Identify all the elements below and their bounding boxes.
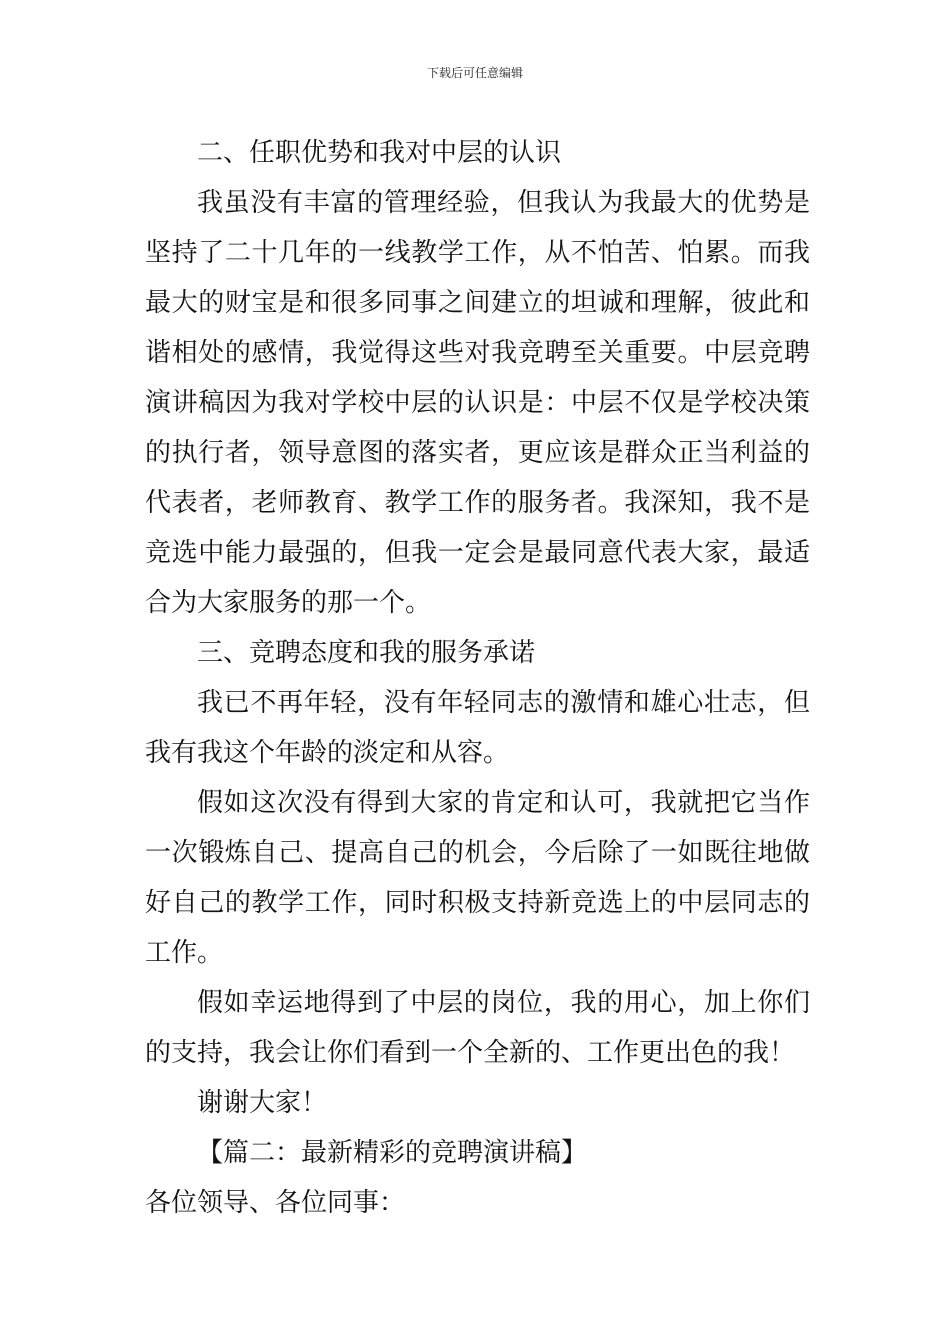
section-heading-3: 三、竞聘态度和我的服务承诺 xyxy=(197,638,536,668)
section-heading-2: 二、任职优势和我对中层的认识 xyxy=(197,138,562,168)
document-body xyxy=(145,128,810,1228)
paragraph-line: 竞选中能力最强的，但我一定会是最同意代表大家，最适 xyxy=(145,538,810,568)
paragraph-line: 最大的财宝是和很多同事之间建立的坦诚和理解，彼此和 xyxy=(145,288,810,318)
paragraph-line: 演讲稿因为我对学校中层的认识是：中层不仅是学校决策 xyxy=(145,388,810,418)
paragraph-line: 假如这次没有得到大家的肯定和认可，我就把它当作 xyxy=(197,788,810,818)
paragraph-line: 合为大家服务的那一个。 xyxy=(145,588,432,618)
page-header: 下载后可任意编辑 xyxy=(426,66,523,80)
closing-line: 谢谢大家！ xyxy=(197,1088,328,1118)
paragraph-line: 假如幸运地得到了中层的岗位，我的用心，加上你们 xyxy=(197,988,810,1018)
paragraph-line: 代表者，老师教育、教学工作的服务者。我深知，我不是 xyxy=(145,488,810,518)
article-title: 【篇二：最新精彩的竞聘演讲稿】 xyxy=(197,1138,588,1168)
paragraph-line: 好自己的教学工作，同时积极支持新竞选上的中层同志的 xyxy=(145,888,810,918)
paragraph-line: 一次锻炼自己、提高自己的机会，今后除了一如既往地做 xyxy=(145,838,810,868)
paragraph-line: 谐相处的感情，我觉得这些对我竞聘至关重要。中层竞聘 xyxy=(145,338,810,368)
paragraph-line: 的执行者，领导意图的落实者，更应该是群众正当利益的 xyxy=(145,438,810,468)
paragraph-line: 我有我这个年龄的淡定和从容。 xyxy=(145,738,510,768)
paragraph-line: 坚持了二十几年的一线教学工作，从不怕苦、怕累。而我 xyxy=(145,238,810,268)
paragraph-line: 工作。 xyxy=(145,938,224,968)
paragraph-line: 我已不再年轻，没有年轻同志的激情和雄心壮志，但 xyxy=(197,688,810,718)
paragraph-line: 的支持，我会让你们看到一个全新的、工作更出色的我！ xyxy=(145,1038,796,1068)
paragraph-line: 我虽没有丰富的管理经验，但我认为我最大的优势是 xyxy=(197,188,810,218)
salutation-line: 各位领导、各位同事： xyxy=(145,1188,406,1218)
